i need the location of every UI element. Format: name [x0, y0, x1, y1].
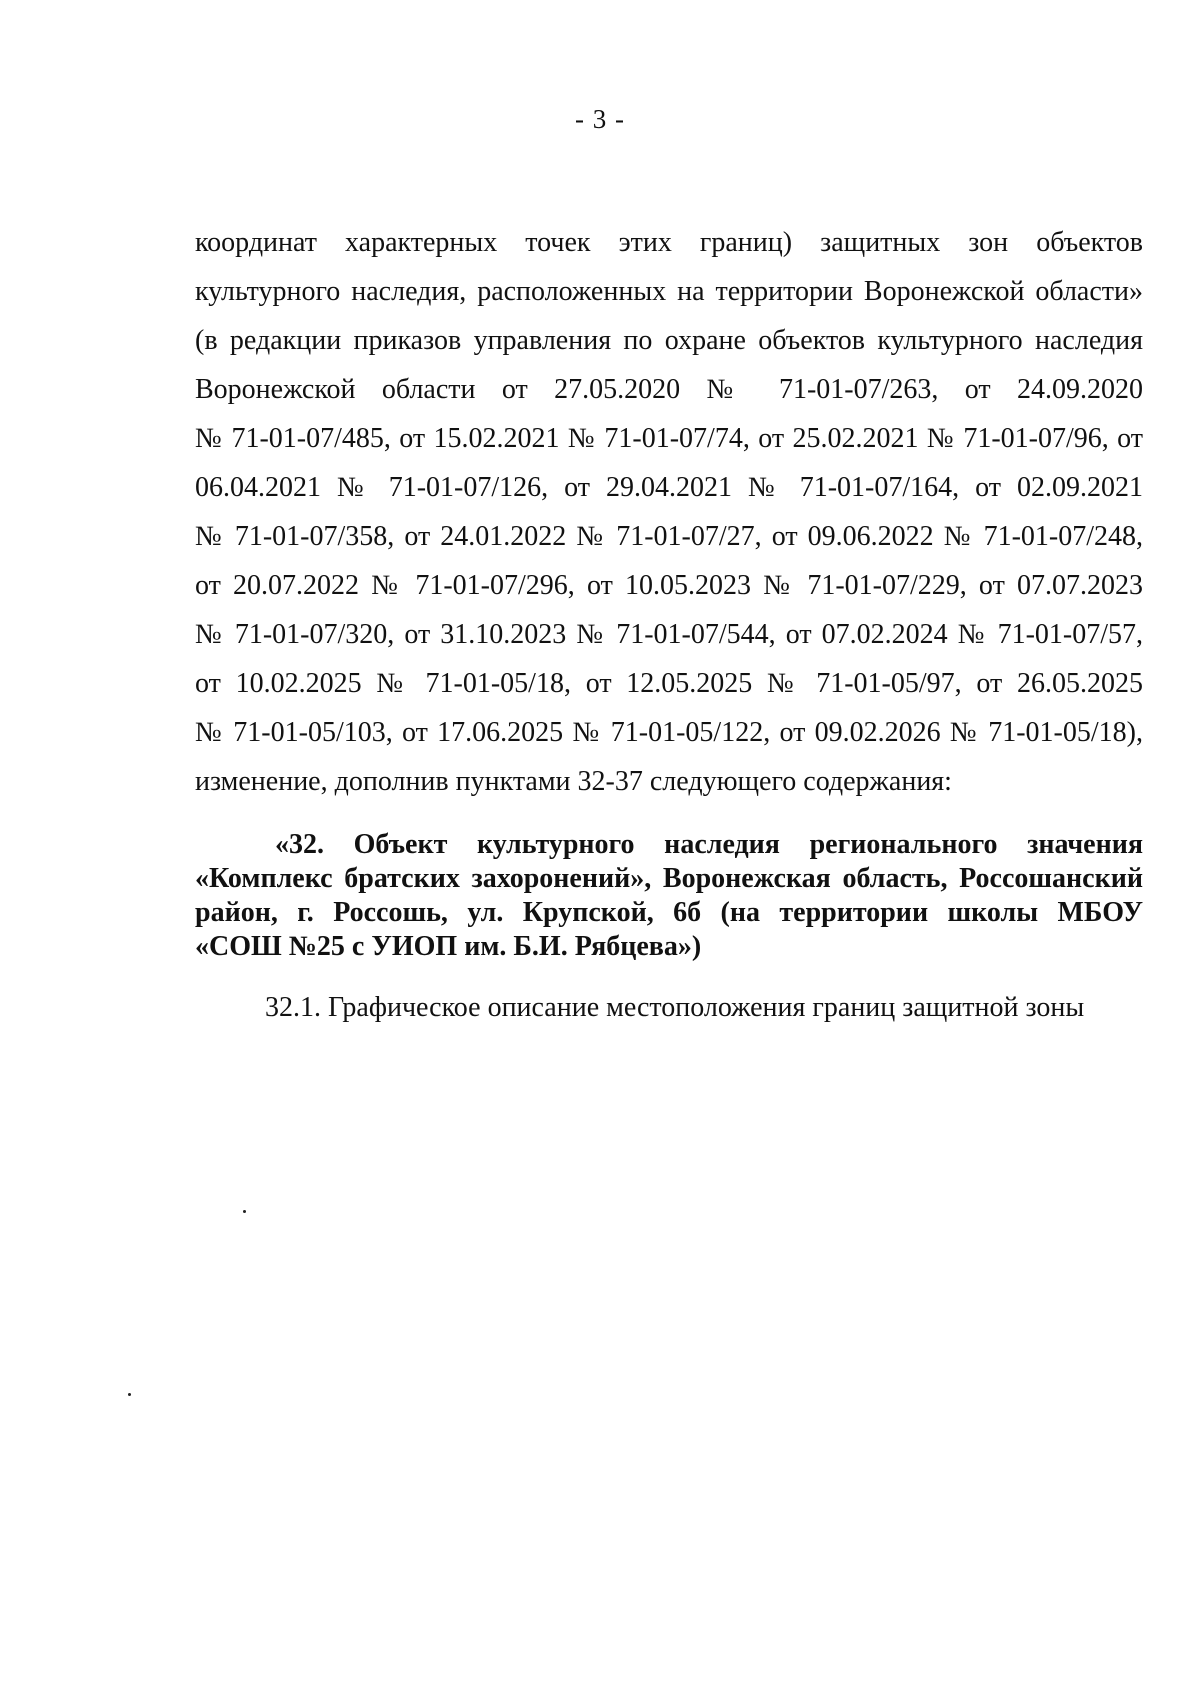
subsection-title: 32.1. Графическое описание местоположения границ защитной зоны [265, 992, 1085, 1023]
section-heading [195, 828, 1143, 964]
page-number: - 3 - [575, 104, 625, 134]
body-line: № 71-01-07/485, от 15.02.2021 № 71-01-07/74, от 25.02.2021 № 71-01-07/96, от [195, 423, 1143, 454]
body-line: Воронежской области от 27.05.2020 № 71-01-07/263, от 24.09.2020 [195, 374, 1143, 405]
body-line: от 20.07.2022 № 71-01-07/296, от 10.05.2023 № 71-01-07/229, от 07.07.2023 [195, 570, 1143, 601]
scan-speck [243, 1210, 246, 1213]
body-line: культурного наследия, расположенных на территории Воронежской области» [195, 276, 1143, 307]
body-line: координат характерных точек этих границ) защитных зон объектов [195, 227, 1143, 258]
scan-speck [128, 1393, 131, 1396]
body-line: № 71-01-05/103, от 17.06.2025 № 71-01-05/122, от 09.02.2026 № 71-01-05/18), [195, 717, 1143, 748]
heading-line: «СОШ №25 с УИОП им. Б.И. Рябцева») [195, 931, 702, 962]
heading-line: «32. Объект культурного наследия регионального значения [275, 829, 1143, 860]
body-line: изменение, дополнив пунктами 32-37 следующего содержания: [195, 766, 952, 797]
body-paragraph [195, 218, 1143, 806]
heading-line: район, г. Россошь, ул. Крупской, 6б (на территории школы МБОУ [195, 897, 1143, 928]
body-line: (в редакции приказов управления по охране объектов культурного наследия [195, 325, 1143, 356]
body-line: 06.04.2021 № 71-01-07/126, от 29.04.2021 № 71-01-07/164, от 02.09.2021 [195, 472, 1143, 503]
body-line: № 71-01-07/358, от 24.01.2022 № 71-01-07/27, от 09.06.2022 № 71-01-07/248, [195, 521, 1143, 552]
body-line: № 71-01-07/320, от 31.10.2023 № 71-01-07/544, от 07.02.2024 № 71-01-07/57, [195, 619, 1143, 650]
body-line: от 10.02.2025 № 71-01-05/18, от 12.05.2025 № 71-01-05/97, от 26.05.2025 [195, 668, 1143, 699]
heading-line: «Комплекс братских захоронений», Воронежская область, Россошанский [195, 863, 1143, 894]
